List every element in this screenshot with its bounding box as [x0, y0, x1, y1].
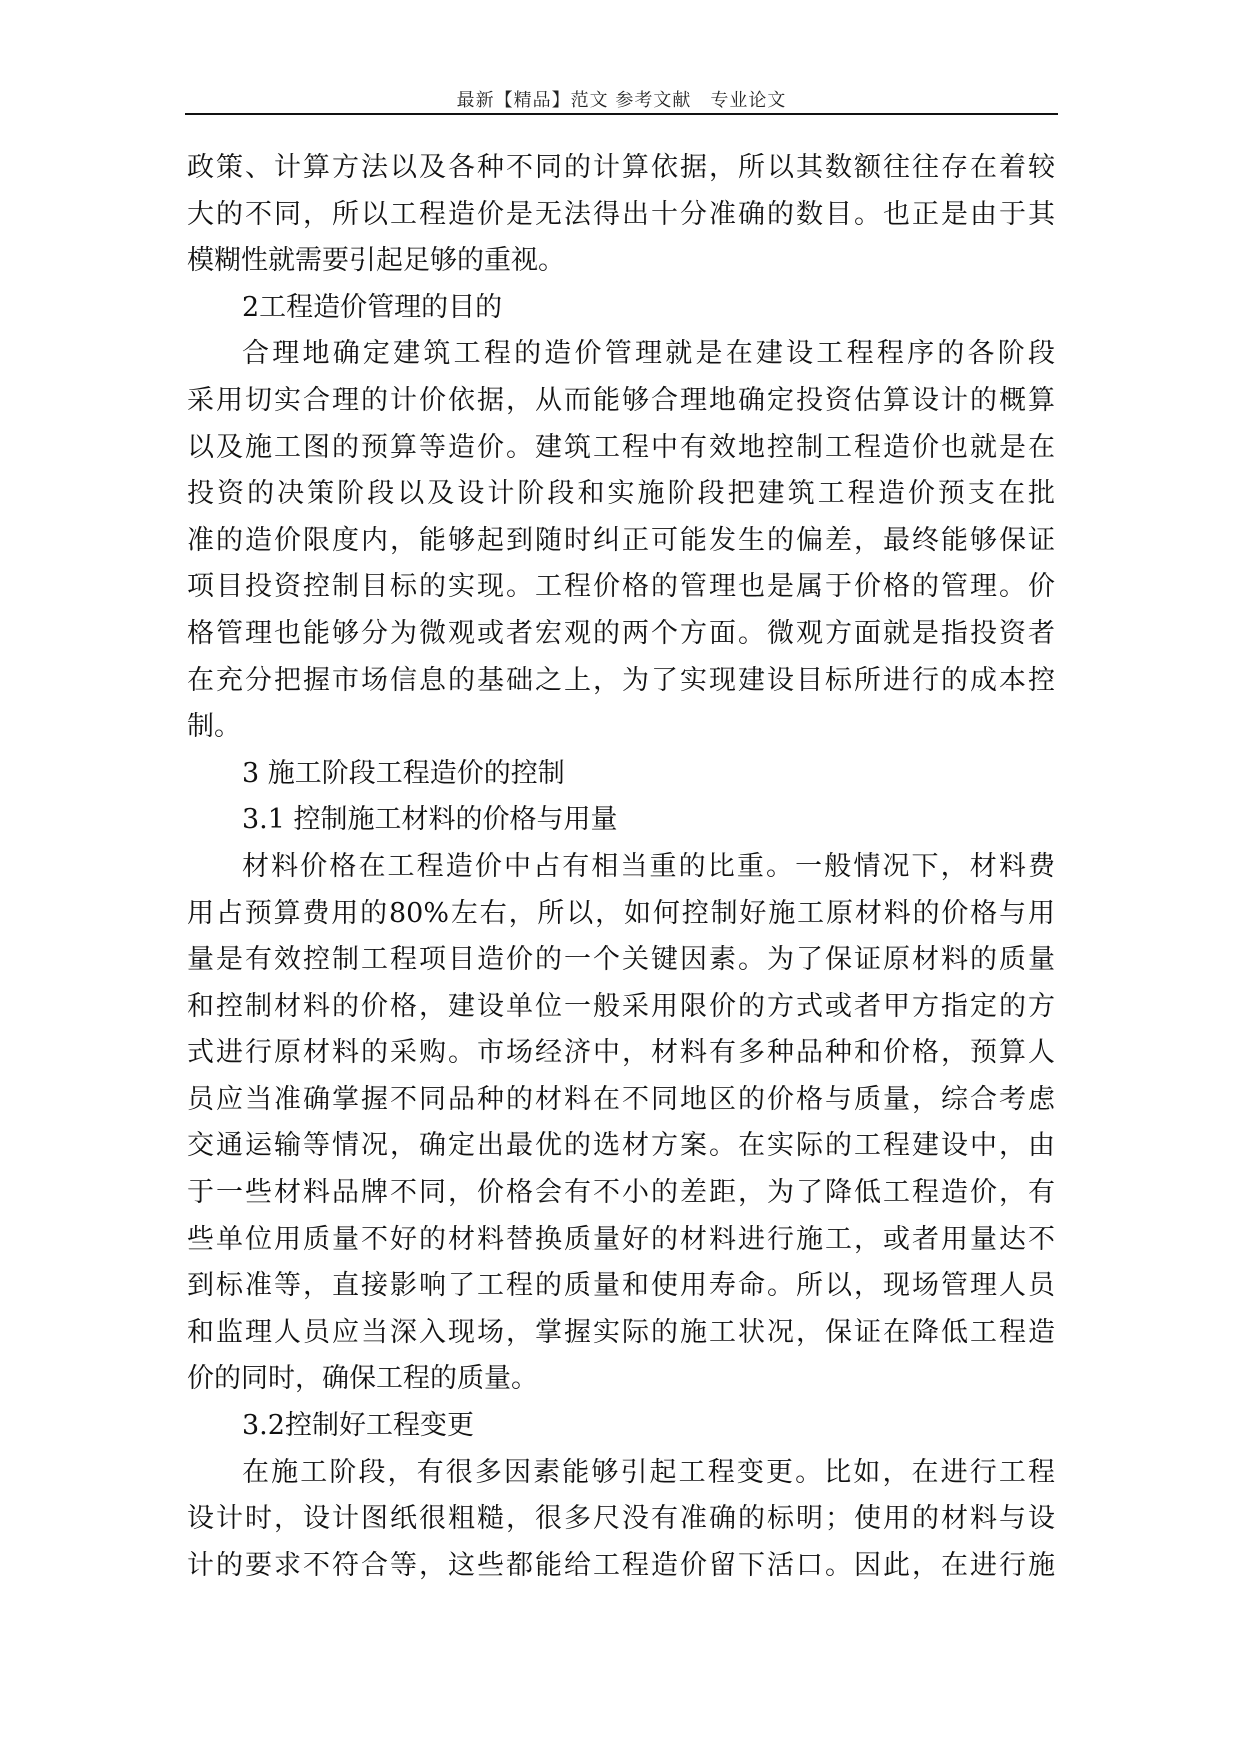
body-line: 项目投资控制目标的实现。工程价格的管理也是属于价格的管理。价 — [187, 571, 1055, 603]
body-line: 员应当准确掌握不同品种的材料在不同地区的价格与质量，综合考虑 — [187, 1083, 1055, 1115]
body-line: 到标准等，直接影响了工程的质量和使用寿命。所以，现场管理人员 — [187, 1270, 1055, 1302]
body-line: 和监理人员应当深入现场，掌握实际的施工状况，保证在降低工程造 — [187, 1316, 1055, 1348]
header-rule — [185, 113, 1058, 115]
body-line: 量是有效控制工程项目造价的一个关键因素。为了保证原材料的质量 — [187, 944, 1055, 976]
body-line: 材料价格在工程造价中占有相当重的比重。一般情况下，材料费 — [242, 850, 1055, 882]
body-line: 合理地确定建筑工程的造价管理就是在建设工程程序的各阶段 — [242, 338, 1055, 370]
body-line: 在施工阶段，有很多因素能够引起工程变更。比如，在进行工程 — [242, 1456, 1055, 1488]
body-line: 价的同时，确保工程的质量。 — [187, 1363, 538, 1395]
body-line: 采用切实合理的计价依据，从而能够合理地确定投资估算设计的概算 — [187, 384, 1055, 416]
body-line: 准的造价限度内，能够起到随时纠正可能发生的偏差，最终能够保证 — [187, 524, 1055, 556]
body-line: 计的要求不符合等，这些都能给工程造价留下活口。因此，在进行施 — [187, 1549, 1055, 1581]
body-line: 于一些材料品牌不同，价格会有不小的差距，为了降低工程造价，有 — [187, 1177, 1055, 1209]
body-line: 以及施工图的预算等造价。建筑工程中有效地控制工程造价也就是在 — [187, 431, 1055, 463]
page-header: 最新【精品】范文 参考文献 专业论文 — [456, 90, 787, 111]
body-line: 制。 — [187, 711, 241, 743]
body-line: 和控制材料的价格，建设单位一般采用限价的方式或者甲方指定的方 — [187, 990, 1055, 1022]
body-line: 投资的决策阶段以及设计阶段和实施阶段把建筑工程造价预支在批 — [187, 478, 1055, 510]
body-line: 设计时，设计图纸很粗糙，很多尺没有准确的标明；使用的材料与设 — [187, 1503, 1055, 1535]
body-line: 在充分把握市场信息的基础之上，为了实现建设目标所进行的成本控 — [187, 664, 1055, 696]
body-line: 格管理也能够分为微观或者宏观的两个方面。微观方面就是指投资者 — [187, 617, 1055, 649]
body-line: 用占预算费用的80%左右，所以，如何控制好施工原材料的价格与用 — [187, 897, 1055, 929]
subsection-heading: 3.1 控制施工材料的价格与用量 — [242, 804, 618, 836]
section-heading: 2工程造价管理的目的 — [242, 291, 503, 323]
body-line: 交通运输等情况，确定出最优的选材方案。在实际的工程建设中，由 — [187, 1130, 1055, 1162]
body-line: 大的不同，所以工程造价是无法得出十分准确的数目。也正是由于其 — [187, 198, 1055, 230]
body-line: 式进行原材料的采购。市场经济中，材料有多种品种和价格，预算人 — [187, 1037, 1055, 1069]
body-line: 政策、计算方法以及各种不同的计算依据，所以其数额往往存在着较 — [187, 152, 1055, 183]
body-line: 模糊性就需要引起足够的重视。 — [187, 245, 565, 277]
section-heading: 3 施工阶段工程造价的控制 — [242, 757, 565, 789]
body-line: 些单位用质量不好的材料替换质量好的材料进行施工，或者用量达不 — [187, 1223, 1055, 1255]
subsection-heading: 3.2控制好工程变更 — [242, 1410, 474, 1442]
document-body — [187, 145, 1055, 1589]
